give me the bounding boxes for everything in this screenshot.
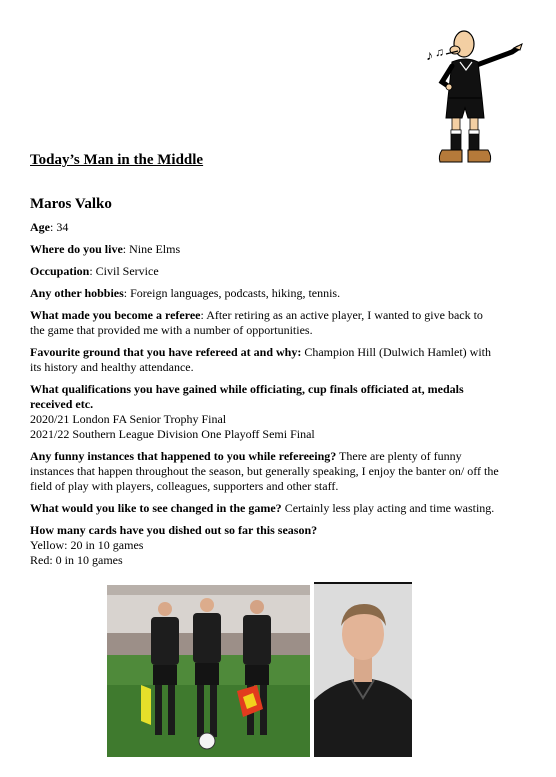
- referee-cartoon-illustration: [422, 26, 526, 170]
- qa-why-referee: [30, 308, 500, 338]
- question: What would you like to see changed in the game?: [30, 501, 282, 515]
- qa-hobbies: [30, 286, 500, 301]
- answer: There are plenty of funny instances that happen throughout the season, but generally speaking, I enjoy the banter on/ off the field of play with players, colleagues, supporters and other staff.: [30, 449, 499, 493]
- question: Occupation: [30, 264, 90, 278]
- question: Any other hobbies: [30, 286, 124, 300]
- qa-changes: [30, 501, 500, 516]
- qa-funny-instances: [30, 449, 500, 494]
- answer-line: 2021/22 Southern League Division One Playoff Semi Final: [30, 427, 315, 441]
- qa-qualifications: [30, 382, 500, 442]
- question: Favourite ground that you have refereed at and why:: [30, 345, 302, 359]
- answer: Certainly less play acting and time wasting.: [281, 501, 495, 515]
- question: What made you become a referee: [30, 308, 201, 322]
- referee-headshot-photo: [314, 582, 412, 757]
- qa-occupation: [30, 264, 500, 279]
- answer-line: Red: 0 in 10 games: [30, 553, 123, 567]
- question: Age: [30, 220, 50, 234]
- answer: : 34: [50, 220, 69, 234]
- qa-favourite-ground: [30, 345, 500, 375]
- question: What qualifications you have gained while officiating, cup finals officiated at, medals received etc.: [30, 382, 464, 411]
- qa-location: [30, 242, 500, 257]
- page-title: Today’s Man in the Middle: [30, 152, 204, 168]
- answer-line: 2020/21 London FA Senior Trophy Final: [30, 412, 227, 426]
- answer: Champion Hill (Dulwich Hamlet) with its history and healthy attendance.: [30, 345, 491, 374]
- answer: : After retiring as an active player, I wanted to give back to the game that provided me with a number of opportunities.: [30, 308, 483, 337]
- answer-line: Yellow: 20 in 10 games: [30, 538, 144, 552]
- qa-cards: [30, 523, 500, 568]
- answer: : Civil Service: [89, 264, 159, 278]
- match-officials-photo: [107, 585, 310, 757]
- question: Where do you live: [30, 242, 123, 256]
- music-note-icon: ♪: [426, 49, 433, 64]
- question: How many cards have you dished out so far this season?: [30, 523, 318, 537]
- answer: : Foreign languages, podcasts, hiking, tennis.: [123, 286, 341, 300]
- qa-age: [30, 220, 500, 235]
- referee-name: Maros Valko: [30, 196, 112, 212]
- question: Any funny instances that happened to you while refereeing?: [30, 449, 337, 463]
- interview-content: [30, 220, 500, 574]
- answer: : Nine Elms: [122, 242, 181, 256]
- music-note-icon: ♫: [435, 45, 444, 59]
